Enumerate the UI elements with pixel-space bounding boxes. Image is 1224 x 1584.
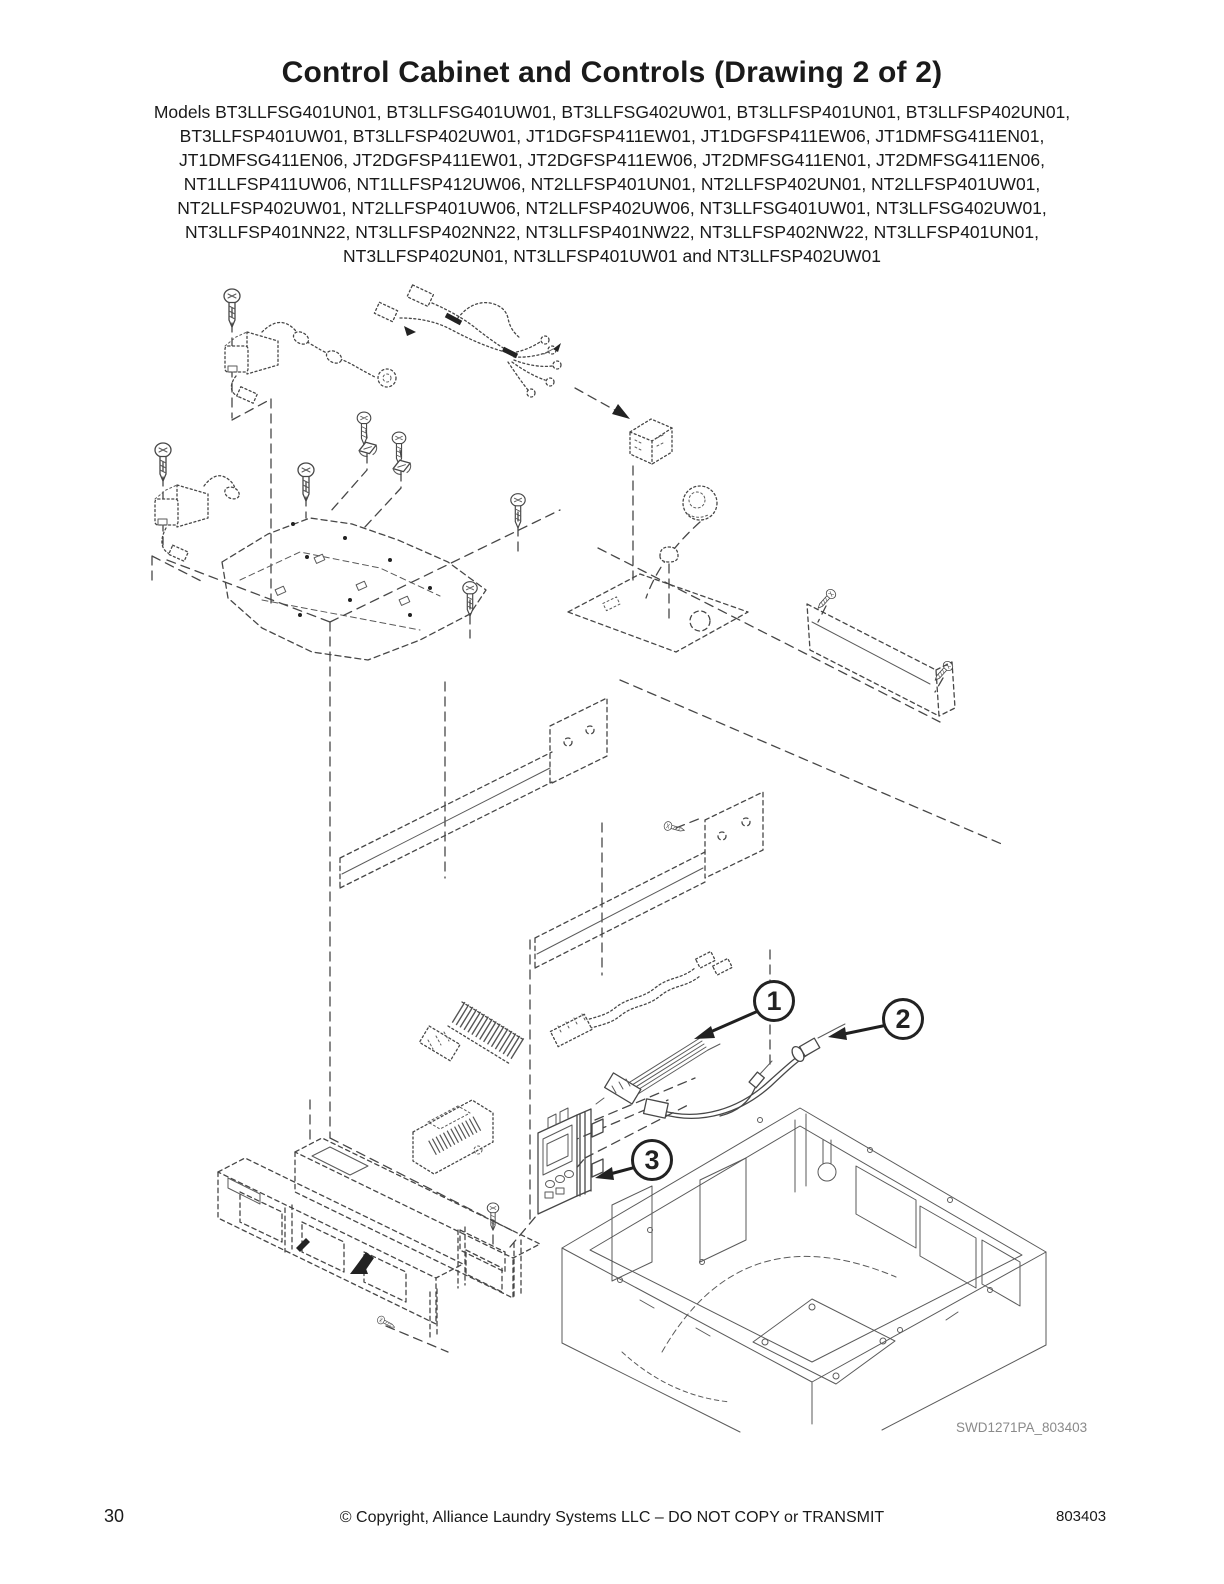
timer-control [538, 1108, 603, 1214]
electronic-control-board [413, 1100, 493, 1174]
callout-3-number: 3 [644, 1144, 660, 1175]
grommet [646, 486, 717, 598]
copyright-line: © Copyright, Alliance Laundry Systems LLC – DO NOT COPY or TRANSMIT [339, 1509, 885, 1526]
document-number: 803403 [1056, 1508, 1107, 1525]
model-list-line: NT1LLFSP411UW06, NT1LLFSP412UW06, NT2LLFSP401UN01, NT2LLFSP402UN01, NT2LLFSP401UW01, [183, 174, 1041, 194]
model-list-line: JT1DMFSG411EN06, JT2DGFSP411EW01, JT2DGFSP411EW06, JT2DMFSG411EN01, JT2DMFSG411EN06, [179, 150, 1045, 170]
assembly-leader-lines [152, 308, 943, 1248]
page-number: 30 [104, 1506, 125, 1526]
mounting-plate [222, 518, 486, 660]
transformer-assembly-2 [155, 476, 241, 561]
callout-2-number: 2 [895, 1003, 911, 1034]
support-rail-left [340, 698, 607, 888]
control-panel-front [218, 1158, 521, 1340]
model-list-line: BT3LLFSP401UW01, BT3LLFSP402UW01, JT1DGFSP411EW01, JT1DGFSP411EW06, JT1DMFSG411EN01, [179, 126, 1045, 146]
callout-1-number: 1 [766, 985, 782, 1016]
drawing-code: SWD1271PA_803403 [956, 1420, 1088, 1435]
page-title: Control Cabinet and Controls (Drawing 2 of 2) [281, 56, 943, 89]
callout-2 [882, 998, 924, 1040]
mounting-bracket [568, 574, 748, 652]
side-trim-panel [807, 604, 955, 716]
support-rail-right [535, 792, 763, 968]
model-list-line: NT3LLFSP401NN22, NT3LLFSP402NN22, NT3LLFSP401NW22, NT3LLFSP402NW22, NT3LLFSP401UN01, [184, 222, 1039, 242]
transformer-assembly-1 [225, 322, 396, 403]
main-wire-harness [374, 285, 630, 419]
model-list-line: Models BT3LLFSG401UN01, BT3LLFSG401UW01, BT3LLFSG402UW01, BT3LLFSP401UN01, BT3LLFSP402UN01, [153, 102, 1071, 122]
display-ribbon-cable [419, 1002, 524, 1064]
callout-1 [753, 980, 795, 1022]
callout-3 [631, 1139, 673, 1181]
model-list-line: NT2LLFSP402UW01, NT2LLFSP401UW06, NT2LLFSP402UW06, NT3LLFSG401UW01, NT3LLFSG402UW01, [177, 198, 1047, 218]
model-list-line: NT3LLFSP402UN01, NT3LLFSP401UW01 and NT3LLFSP402UW01 [343, 246, 881, 266]
